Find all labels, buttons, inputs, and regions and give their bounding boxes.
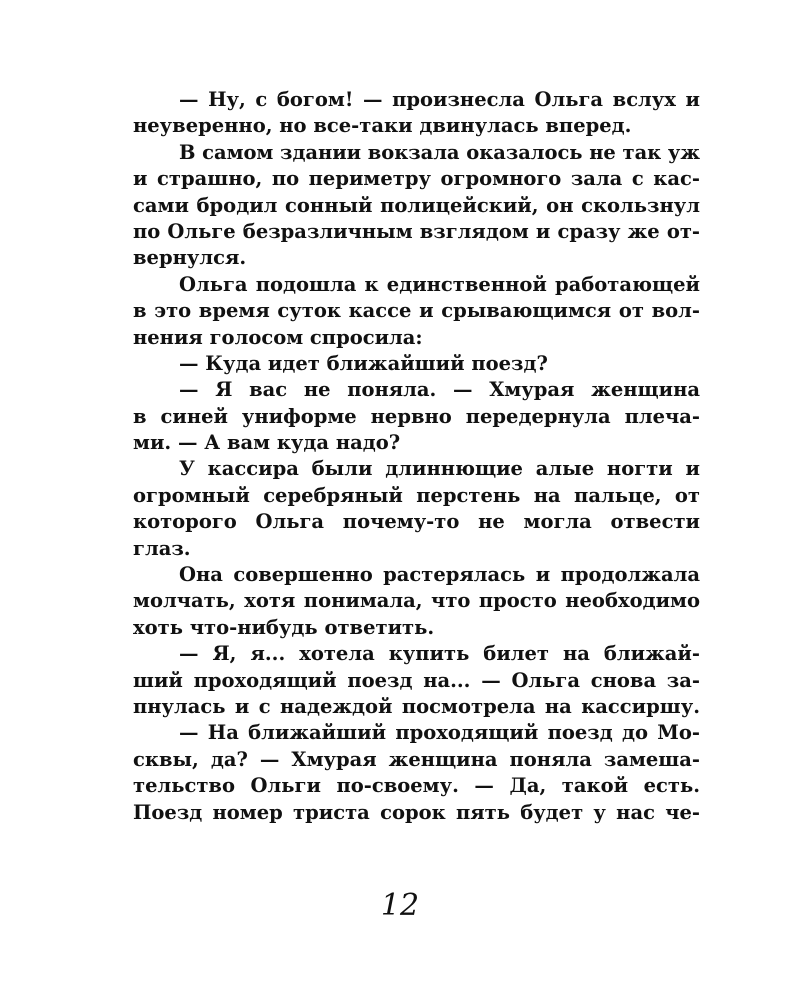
body-text <box>133 87 700 826</box>
text-line: В самом здании вокзала оказалось не так уж <box>179 140 700 164</box>
text-line: Поезд номер триста сорок пять будет у нас че- <box>133 800 700 824</box>
text-line: в синей униформе нервно передернула плеча- <box>133 404 700 428</box>
text-line: — На ближайший проходящий поезд до Мо- <box>179 721 700 745</box>
text-line: в это время суток кассе и срывающимся от вол- <box>133 299 700 323</box>
text-line: — Я, я... хотела купить билет на ближай- <box>179 642 700 666</box>
text-line: нения голосом спросила: <box>133 325 423 349</box>
text-line: Ольга подошла к единственной работающей <box>179 272 700 296</box>
text-line: хоть что-нибудь ответить. <box>133 615 435 639</box>
text-line: сквы, да? — Хмурая женщина поняла замеша- <box>133 747 700 771</box>
text-line: по Ольге безразличным взглядом и сразу же от- <box>133 219 700 243</box>
text-line: сами бродил сонный полицейский, он скользнул <box>133 193 700 217</box>
text-line: — Ну, с богом! — произнесла Ольга вслух и <box>179 88 700 111</box>
text-line: ми. — А вам куда надо? <box>133 431 401 455</box>
text-line: и страшно, по периметру огромного зала с кас- <box>133 167 700 191</box>
text-line: — Я вас не поняла. — Хмурая женщина <box>179 378 700 402</box>
page-number: 12 <box>380 888 420 923</box>
text-line: — Куда идет ближайший поезд? <box>179 351 548 375</box>
text-line: вернулся. <box>133 246 247 270</box>
text-line: ший проходящий поезд на... — Ольга снова за- <box>133 668 700 692</box>
text-line: У кассира были длиннющие алые ногти и <box>179 457 700 481</box>
text-line: Она совершенно растерялась и продолжала <box>179 563 700 587</box>
text-line: тельство Ольги по-своему. — Да, такой есть. <box>133 774 700 798</box>
text-line: молчать, хотя понимала, что просто необходимо <box>133 589 700 613</box>
text-line: пнулась и с надеждой посмотрела на кассиршу. <box>133 694 700 718</box>
text-line: огромный серебряный перстень на пальце, от <box>133 483 700 507</box>
text-line: которого Ольга почему-то не могла отвести <box>133 510 700 534</box>
text-line: неуверенно, но все-таки двинулась вперед. <box>133 114 632 138</box>
text-line: глаз. <box>133 536 191 560</box>
